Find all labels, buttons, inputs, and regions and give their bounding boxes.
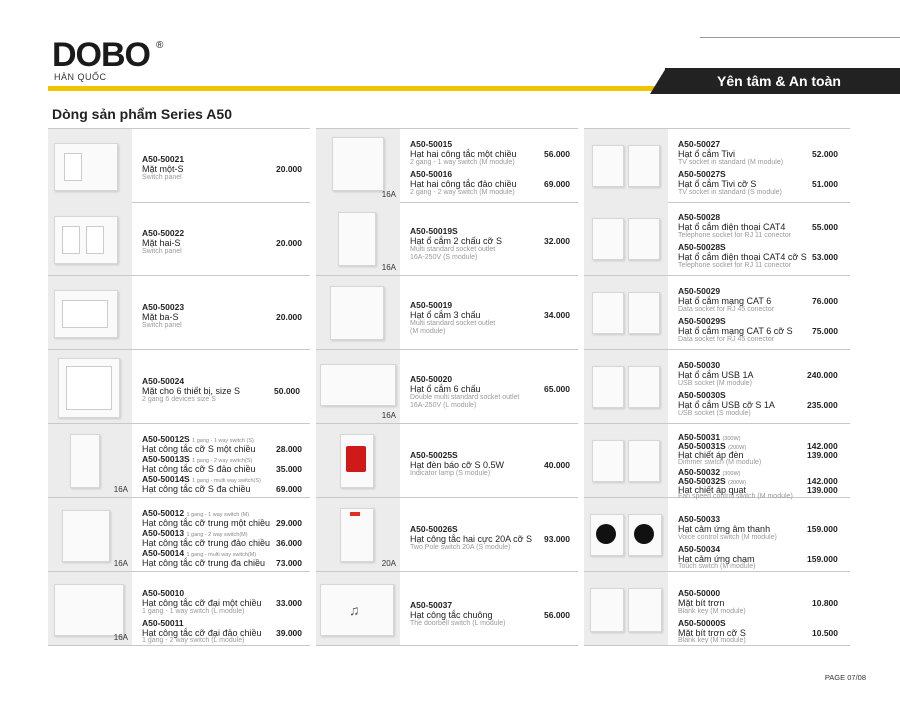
product-price: 32.000 [544, 236, 570, 246]
product-name: Hạt ổ cắm 6 chấu [410, 384, 481, 394]
product-desc: Double multi standard socket outlet [410, 394, 520, 401]
product-info [410, 129, 578, 202]
product-code: A50-50015 [410, 139, 453, 149]
product-desc: 16A-250V (L module) [410, 402, 477, 409]
product-price: 235.000 [807, 400, 838, 410]
product-price: 159.000 [807, 524, 838, 534]
product-code: A50-50027 [678, 139, 721, 149]
product-row [48, 276, 310, 350]
product-image [48, 129, 132, 202]
product-desc: 1 gang - 1 way switch (L module) [142, 608, 245, 615]
product-image [584, 424, 668, 497]
product-row [48, 350, 310, 424]
product-code: A50-50000S [678, 618, 726, 628]
product-name: Hạt công tắc hai cực 20A cỡ S [410, 534, 532, 544]
product-desc: Telephone socket for RJ 11 conector [678, 232, 792, 239]
product-desc: Dimmer switch (M module) [678, 459, 762, 466]
product-price: 28.000 [276, 444, 302, 454]
product-image [316, 276, 400, 349]
product-desc: TV socket in standard (S module) [678, 189, 782, 196]
product-info [678, 202, 850, 275]
product-name: Mặt ba-S [142, 312, 179, 322]
product-name: Hạt ổ cắm điện thoại CAT4 [678, 222, 786, 232]
product-name: Hạt công tắc cỡ S một chiều [142, 444, 256, 454]
product-name: Mặt bít trơn cỡ S [678, 628, 746, 638]
product-code: A50-50021 [142, 154, 185, 164]
product-price: 56.000 [544, 610, 570, 620]
product-row [584, 572, 850, 646]
product-info [410, 202, 578, 275]
product-desc: Multi standard socket outlet [410, 246, 496, 253]
product-code: A50-50033 [678, 514, 721, 524]
product-image [316, 572, 400, 645]
product-info [678, 424, 850, 500]
product-info [142, 202, 310, 275]
product-desc: Data socket for RJ 45 conector [678, 306, 775, 313]
product-name: Hạt ổ cắm Tivi cỡ S [678, 179, 757, 189]
product-info [142, 276, 310, 349]
product-name: Hạt công tắc cỡ S đa chiều [142, 484, 251, 494]
product-code: A50-50025S [410, 450, 458, 460]
product-code: A50-50023 [142, 302, 185, 312]
product-desc: 1 gang - 2 way switch (L module) [142, 637, 245, 644]
ampere-tag: 16A [113, 559, 128, 568]
product-name: Hạt công tắc cỡ đại một chiều [142, 598, 262, 608]
product-image [584, 276, 668, 349]
product-price: 139.000 [807, 450, 838, 460]
column-1 [48, 128, 310, 648]
product-name: Hạt đèn báo cỡ S 0.5W [410, 460, 504, 470]
product-image [48, 424, 132, 497]
product-row [584, 498, 850, 572]
ampere-tag: 16A [381, 190, 396, 199]
tagline: Yên tâm & An toàn [717, 73, 841, 89]
product-code: A50-50000 [678, 588, 721, 598]
page-number: PAGE 07/08 [824, 673, 866, 682]
product-price: 29.000 [276, 518, 302, 528]
product-row [584, 276, 850, 350]
product-desc: Switch panel [142, 248, 182, 255]
product-name: Hạt công tắc cỡ trung đa chiều [142, 558, 265, 568]
product-name: Hạt công tắc cỡ trung đảo chiều [142, 538, 270, 548]
product-name: Hạt ổ cắm mạng CAT 6 cỡ S [678, 326, 793, 336]
product-desc: Indicator lamp (S module) [410, 470, 491, 477]
product-row [316, 572, 578, 646]
product-desc: (M module) [410, 328, 446, 335]
product-row [584, 350, 850, 424]
product-desc: Switch panel [142, 174, 182, 181]
product-image [316, 498, 400, 571]
product-image [48, 572, 132, 645]
product-name: Hạt ổ cắm 2 chấu cỡ S [410, 236, 502, 246]
product-desc: USB socket (S module) [678, 410, 751, 417]
product-price: 139.000 [807, 485, 838, 495]
product-desc: 2 gang - 1 way switch (M module) [410, 159, 515, 166]
product-info [410, 276, 578, 349]
product-code: A50-50012S 1 gang - 1 way switch (S) [142, 434, 254, 444]
column-3 [584, 128, 850, 648]
product-desc: Multi standard socket outlet [410, 320, 496, 327]
product-info [142, 498, 310, 571]
ampere-tag: 20A [381, 559, 396, 568]
product-name: Hạt ổ cắm 3 chấu [410, 310, 481, 320]
product-desc: USB socket (M module) [678, 380, 752, 387]
product-name: Hạt ổ cắm USB cỡ S 1A [678, 400, 775, 410]
product-code: A50-50012 1 gang - 1 way switch (M) [142, 508, 250, 518]
product-info [678, 350, 850, 423]
product-code: A50-50032 (300W) [678, 467, 741, 477]
product-price: 69.000 [276, 484, 302, 494]
column-2 [316, 128, 578, 648]
product-name: Hạt ổ cắm mạng CAT 6 [678, 296, 772, 306]
product-code: A50-50028 [678, 212, 721, 222]
product-code: A50-50014 1 gang - multi way switch(M) [142, 548, 257, 558]
product-price: 159.000 [807, 554, 838, 564]
product-desc: Blank key (M module) [678, 608, 746, 615]
product-info [410, 350, 578, 423]
product-price: 10.500 [812, 628, 838, 638]
product-price: 50.000 [274, 386, 300, 396]
product-price: 56.000 [544, 149, 570, 159]
product-code: A50-50028S [678, 242, 726, 252]
product-info [142, 350, 310, 423]
product-image [48, 202, 132, 275]
product-price: 51.000 [812, 179, 838, 189]
product-row [48, 424, 310, 498]
bell-icon: ♫ [349, 602, 360, 618]
page-title: Dòng sản phẩm Series A50 [52, 106, 232, 122]
product-code: A50-50026S [410, 524, 458, 534]
product-desc: The doorbell switch (L module) [410, 620, 506, 627]
product-code: A50-50019 [410, 300, 453, 310]
product-name: Mặt bít trơn [678, 598, 725, 608]
product-name: Hạt hai công tắc một chiều [410, 149, 517, 159]
logo-subtitle: HÀN QUỐC [54, 72, 107, 82]
product-desc: Touch switch (M module) [678, 563, 756, 570]
product-code: A50-50031 (300W) [678, 432, 741, 442]
product-row [48, 572, 310, 646]
product-price: 93.000 [544, 534, 570, 544]
product-price: 76.000 [812, 296, 838, 306]
product-code: A50-50030S [678, 390, 726, 400]
product-price: 34.000 [544, 310, 570, 320]
product-row [48, 202, 310, 276]
product-desc: Telephone socket for RJ 11 conector [678, 262, 792, 269]
product-info [142, 572, 310, 645]
product-desc: 16A-250V (S module) [410, 254, 478, 261]
product-name: Hạt công tắc cỡ đại đảo chiều [142, 628, 262, 638]
product-image [316, 202, 400, 275]
product-name: Hạt công tắc cỡ trung một chiều [142, 518, 270, 528]
product-price: 142.000 [807, 476, 838, 486]
product-desc: Blank key (M module) [678, 637, 746, 644]
product-row [316, 202, 578, 276]
product-code: A50-50029 [678, 286, 721, 296]
product-image [584, 498, 668, 571]
product-image [584, 202, 668, 275]
product-code: A50-50010 [142, 588, 185, 598]
product-price: 55.000 [812, 222, 838, 232]
product-price: 53.000 [812, 252, 838, 262]
product-image [584, 572, 668, 645]
product-name: Hạt công tắc cỡ S đảo chiều [142, 464, 256, 474]
product-image [316, 350, 400, 423]
product-price: 20.000 [276, 164, 302, 174]
product-code: A50-50037 [410, 600, 453, 610]
product-info [678, 498, 850, 571]
product-row [316, 498, 578, 572]
product-price: 10.800 [812, 598, 838, 608]
product-name: Mặt hai-S [142, 238, 181, 248]
product-name: Mặt cho 6 thiết bị, size S [142, 386, 241, 396]
product-info [678, 129, 850, 202]
product-code: A50-50019S [410, 226, 458, 236]
product-info [410, 498, 578, 571]
product-price: 73.000 [276, 558, 302, 568]
product-name: Hạt công tắc chuông [410, 610, 493, 620]
brand-logo [52, 38, 172, 88]
product-desc: Fan speed control switch (M module) [678, 493, 793, 500]
product-name: Hạt cảm ứng âm thanh [678, 524, 771, 534]
ampere-tag: 16A [113, 633, 128, 642]
product-image [584, 129, 668, 202]
product-image [316, 424, 400, 497]
product-image [584, 350, 668, 423]
product-price: 35.000 [276, 464, 302, 474]
product-code: A50-50011 [142, 618, 184, 628]
product-price: 20.000 [276, 312, 302, 322]
product-price: 40.000 [544, 460, 570, 470]
product-price: 36.000 [276, 538, 302, 548]
product-code: A50-50027S [678, 169, 726, 179]
product-image [48, 276, 132, 349]
product-price: 39.000 [276, 628, 302, 638]
product-price: 33.000 [276, 598, 302, 608]
product-price: 142.000 [807, 441, 838, 451]
product-name: Hạt chiết áp đèn [678, 450, 744, 460]
product-name: Hạt ổ cắm điện thoại CAT4 cỡ S [678, 252, 807, 262]
product-name: Hạt hai công tắc đảo chiều [410, 179, 517, 189]
logo-word: DOBO [52, 36, 150, 74]
product-info [410, 572, 578, 645]
product-info [142, 129, 310, 202]
product-name: Hạt chiết áp quạt [678, 485, 747, 495]
product-info [410, 424, 578, 497]
product-desc: Two Pole switch 20A (S module) [410, 544, 511, 551]
product-price: 65.000 [544, 384, 570, 394]
product-desc: Switch panel [142, 322, 182, 329]
top-rule [700, 37, 900, 38]
product-desc: Data socket for RJ 45 conector [678, 336, 775, 343]
ampere-tag: 16A [381, 263, 396, 272]
product-row [48, 128, 310, 203]
product-row [316, 424, 578, 498]
product-code: A50-50031S (200W) [678, 441, 747, 451]
product-image [48, 350, 132, 423]
product-desc: TV socket in standard (M module) [678, 159, 784, 166]
yellow-bar [48, 86, 665, 91]
product-info [678, 572, 850, 645]
product-name: Hạt ổ cắm Tivi [678, 149, 736, 159]
product-image [48, 498, 132, 571]
product-code: A50-50014S 1 gang - multi way switch(S) [142, 474, 261, 484]
product-code: A50-50030 [678, 360, 721, 370]
product-name: Hạt cảm ứng chạm [678, 554, 755, 564]
product-price: 52.000 [812, 149, 838, 159]
product-row [584, 424, 850, 498]
product-desc: 2 gang - 2 way switch (M module) [410, 189, 515, 196]
product-image [316, 129, 400, 202]
product-name: Hạt ổ cắm USB 1A [678, 370, 754, 380]
product-row [316, 350, 578, 424]
product-code: A50-50016 [410, 169, 453, 179]
product-row [316, 276, 578, 350]
header-slant [650, 68, 666, 94]
ampere-tag: 16A [113, 485, 128, 494]
product-code: A50-50024 [142, 376, 185, 386]
product-price: 240.000 [807, 370, 838, 380]
ampere-tag: 16A [381, 411, 396, 420]
product-code: A50-50013 1 gang - 2 way switch(M) [142, 528, 248, 538]
product-code: A50-50020 [410, 374, 453, 384]
product-code: A50-50034 [678, 544, 721, 554]
product-price: 20.000 [276, 238, 302, 248]
logo-registered: ® [156, 40, 164, 51]
product-desc: 2 gang 6 devices size S [142, 396, 216, 403]
tagline-band [665, 68, 900, 94]
product-row [584, 202, 850, 276]
product-name: Mặt một-S [142, 164, 184, 174]
product-row [316, 128, 578, 203]
product-code: A50-50022 [142, 228, 185, 238]
product-row [48, 498, 310, 572]
product-price: 75.000 [812, 326, 838, 336]
product-price: 69.000 [544, 179, 570, 189]
product-code: A50-50029S [678, 316, 726, 326]
product-code: A50-50032S (200W) [678, 476, 747, 486]
product-info [678, 276, 850, 349]
product-desc: Voice control switch (M module) [678, 534, 777, 541]
product-info [142, 424, 310, 497]
product-code: A50-50013S 1 gang - 2 way switch(S) [142, 454, 253, 464]
product-row [584, 128, 850, 203]
